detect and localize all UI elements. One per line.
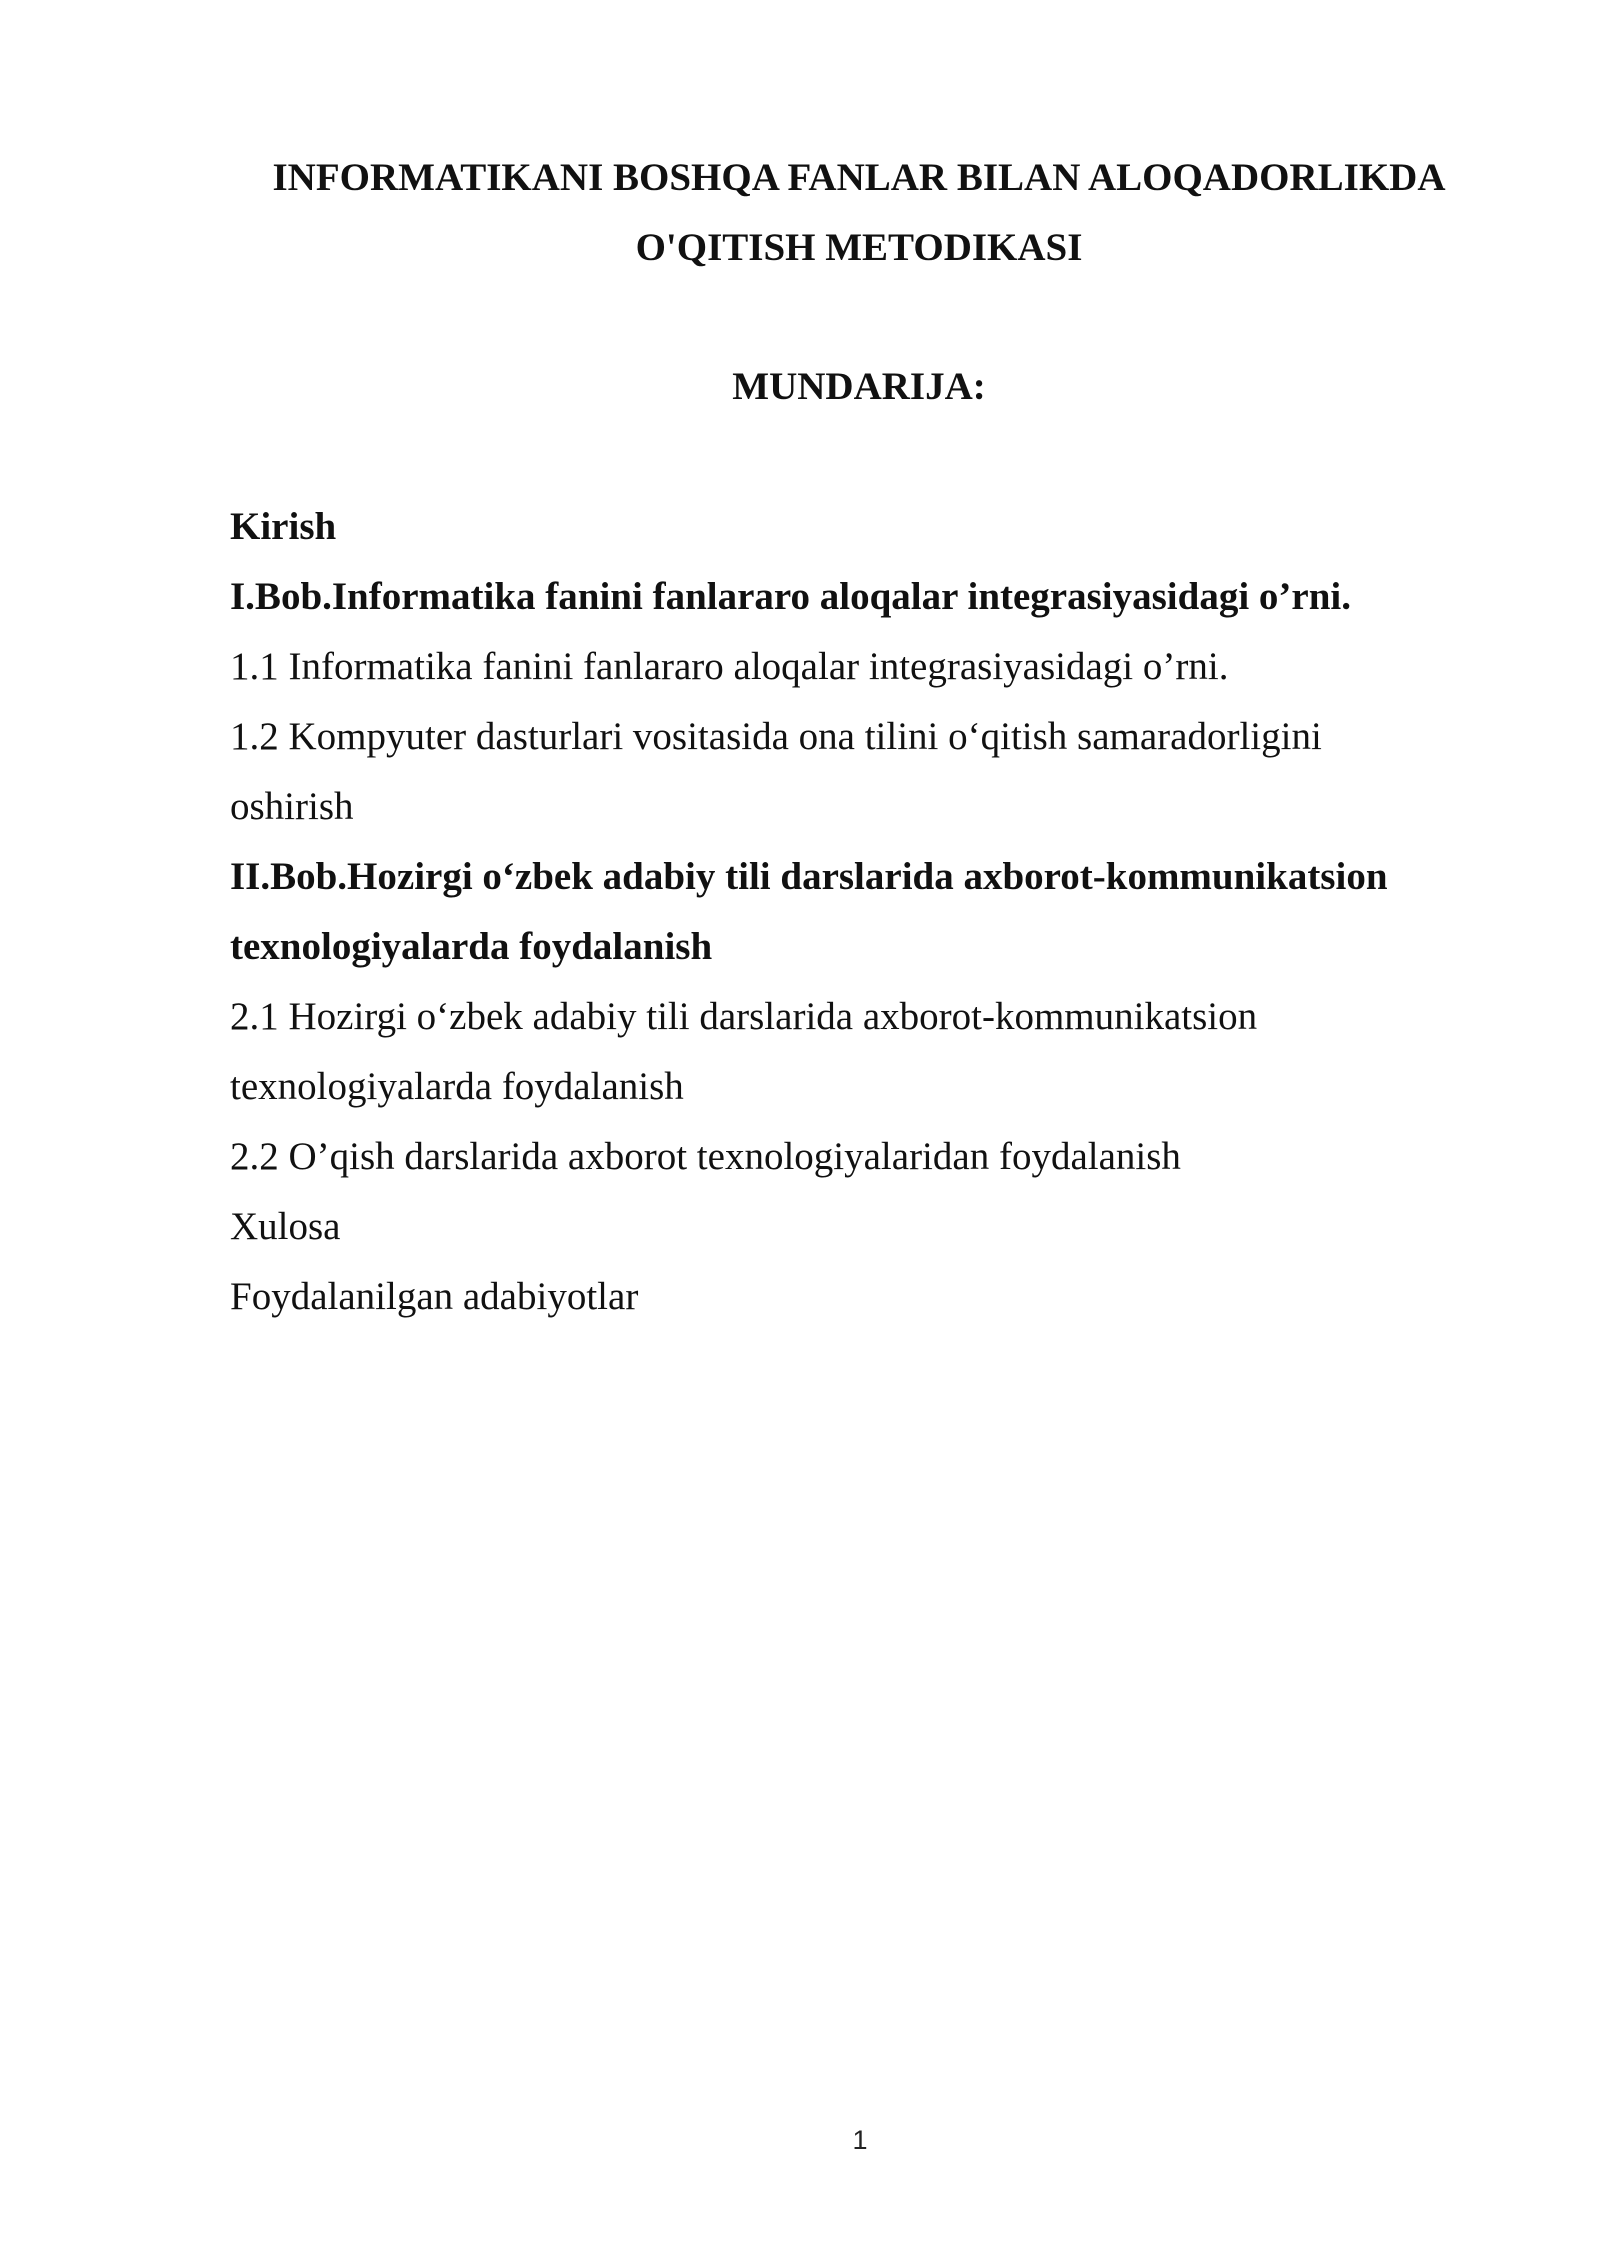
toc-heading: MUNDARIJA: [732, 365, 986, 408]
title-line-1: INFORMATIKANI BOSHQA FANLAR BILAN ALOQADORLIKDA [272, 156, 1446, 199]
page-number: 1 [852, 2125, 868, 2155]
toc-item-chapter-2: II.Bob.Hozirgi o‘zbek adabiy tili darslarida axborot-kommunikatsion [230, 855, 1388, 898]
toc-item-section-2-1-cont: texnologiyalarda foydalanish [230, 1065, 684, 1108]
toc-item-section-1-2: 1.2 Kompyuter dasturlari vositasida ona tilini o‘qitish samaradorligini [230, 715, 1322, 758]
toc-item-chapter-2-cont: texnologiyalarda foydalanish [230, 925, 713, 968]
toc-item-section-1-2-cont: oshirish [230, 785, 354, 828]
toc-item-section-2-1: 2.1 Hozirgi o‘zbek adabiy tili darslarida axborot-kommunikatsion [230, 995, 1258, 1038]
toc-item-section-2-2: 2.2 O’qish darslarida axborot texnologiyalaridan foydalanish [230, 1135, 1181, 1178]
toc-item-kirish: Kirish [230, 505, 337, 548]
toc-item-chapter-1: I.Bob.Informatika fanini fanlararo aloqalar integrasiyasidagi o’rni. [230, 575, 1351, 618]
toc-item-xulosa: Xulosa [230, 1205, 341, 1248]
title-line-2: O'QITISH METODIKASI [635, 226, 1083, 269]
table-of-contents [230, 492, 1490, 1332]
toc-item-section-1-1: 1.1 Informatika fanini fanlararo aloqalar integrasiyasidagi o’rni. [230, 645, 1229, 688]
document-title [230, 143, 1488, 283]
toc-item-references: Foydalanilgan adabiyotlar [230, 1275, 639, 1318]
